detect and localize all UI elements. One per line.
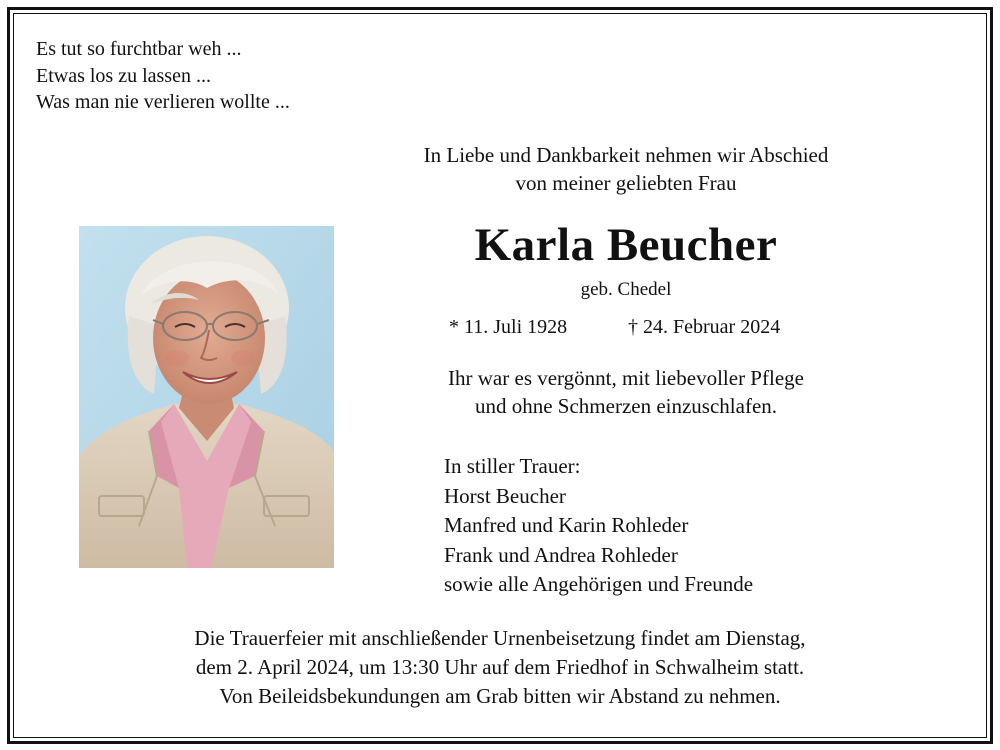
poem <box>36 36 290 116</box>
mourner-name: Frank und Andrea Rohleder <box>444 542 678 567</box>
mourners-heading: In stiller Trauer: <box>444 454 581 478</box>
intro-line: von meiner geliebten Frau <box>515 171 737 195</box>
intro-line: In Liebe und Dankbarkeit nehmen wir Abschied <box>423 143 829 167</box>
poem-line: Etwas los zu lassen ... <box>36 64 211 87</box>
funeral-line: Die Trauerfeier mit anschließender Urnenbeisetzung findet am Dienstag, <box>194 626 806 650</box>
mourner-name: sowie alle Angehörigen und Freunde <box>444 572 754 596</box>
care-text <box>326 364 926 420</box>
intro-text <box>326 141 926 197</box>
portrait-illustration <box>79 226 334 568</box>
funeral-line: dem 2. April 2024, um 13:30 Uhr auf dem Friedhof in Schwalheim statt. <box>195 655 805 679</box>
mourners-list <box>444 452 753 600</box>
maiden-name: geb. Chedel <box>580 279 672 300</box>
birth-date: * 11. Juli 1928 <box>449 316 568 338</box>
poem-line: Was man nie verlieren wollte ... <box>36 91 290 113</box>
portrait-photo <box>79 226 334 568</box>
care-line: Ihr war es vergönnt, mit liebevoller Pflege <box>448 366 804 390</box>
care-line: und ohne Schmerzen einzuschlafen. <box>474 394 778 418</box>
funeral-notice <box>40 624 960 711</box>
deceased-name: Karla Beucher <box>474 219 778 271</box>
funeral-line: Von Beileidsbekundungen am Grab bitten wir Abstand zu nehmen. <box>219 684 781 708</box>
mourner-name: Horst Beucher <box>444 483 566 508</box>
death-date: † 24. Februar 2024 <box>628 316 781 338</box>
poem-line: Es tut so furchtbar weh ... <box>36 38 242 60</box>
mourner-name: Manfred und Karin Rohleder <box>444 513 689 537</box>
